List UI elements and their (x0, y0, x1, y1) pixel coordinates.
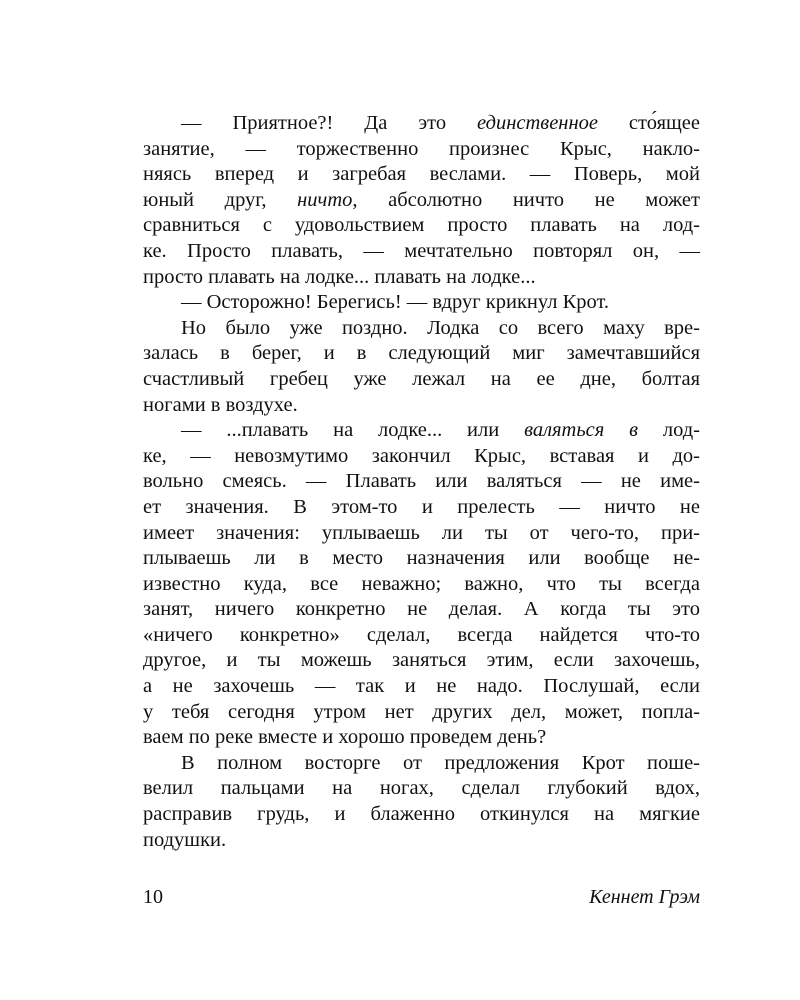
text-line: ет значения. В этом-то и прелесть — ничто не (143, 495, 700, 518)
text-line: сравниться с удовольствием просто плавать на лод- (143, 214, 700, 237)
text-line: у тебя сегодня утром нет других дел, может, попла- (143, 700, 700, 723)
text-line: «ничего конкретно» сделал, всегда найдется что-то (143, 623, 700, 646)
text-line: — ...плавать на лодке... или валяться в лод- (181, 419, 700, 442)
text-line: Но было уже поздно. Лодка со всего маху вре- (181, 316, 700, 339)
text-line: велил пальцами на ногах, сделал глубокий вдох, (143, 777, 700, 800)
page-footer (143, 884, 700, 910)
text-line: ке, — невозмутимо закончил Крыс, вставая и до- (143, 444, 700, 467)
text-line: а не захочешь — так и не надо. Послушай, если (143, 675, 700, 698)
text-line: ногами в воздухе. (143, 393, 298, 416)
text-line: расправив грудь, и блаженно откинулся на мягкие (143, 803, 700, 826)
text-line: вольно смеясь. — Плавать или валяться — не име- (143, 470, 700, 493)
text-line: юный друг, ничто, абсолютно ничто не может (143, 188, 700, 211)
text-line: известно куда, все неважно; важно, что ты всегда (143, 572, 700, 595)
body-text (143, 111, 700, 853)
text-line: занятие, — торжественно произнес Крыс, накло- (143, 137, 700, 160)
text-line: В полном восторге от предложения Крот поше- (181, 751, 700, 774)
page-number: 10 (143, 886, 163, 908)
text-line: ке. Просто плавать, — мечтательно повторял он, — (143, 239, 700, 262)
running-title: Кеннет Грэм (589, 886, 700, 908)
text-line: просто плавать на лодке... плавать на лодке... (143, 265, 536, 288)
text-line: ваем по реке вместе и хорошо проведем день? (143, 726, 547, 749)
text-line: занят, ничего конкретно не делая. А когда ты это (143, 598, 700, 621)
text-line: плываешь ли в место назначения или вообще не- (143, 547, 700, 570)
text-line: залась в берег, и в следующий миг замечтавшийся (143, 342, 700, 365)
text-line: — Приятное?! Да это единственное сто́ящее (181, 112, 700, 134)
text-line: — Осторожно! Берегись! — вдруг крикнул Крот. (181, 291, 610, 314)
text-line: счастливый гребец уже лежал на ее дне, болтая (143, 367, 700, 390)
text-line: имеет значения: уплываешь ли ты от чего-то, при- (143, 521, 700, 544)
text-line: няясь вперед и загребая веслами. — Поверь, мой (143, 163, 700, 186)
text-line: подушки. (143, 828, 227, 851)
text-line: другое, и ты можешь заняться этим, если захочешь, (143, 649, 700, 672)
